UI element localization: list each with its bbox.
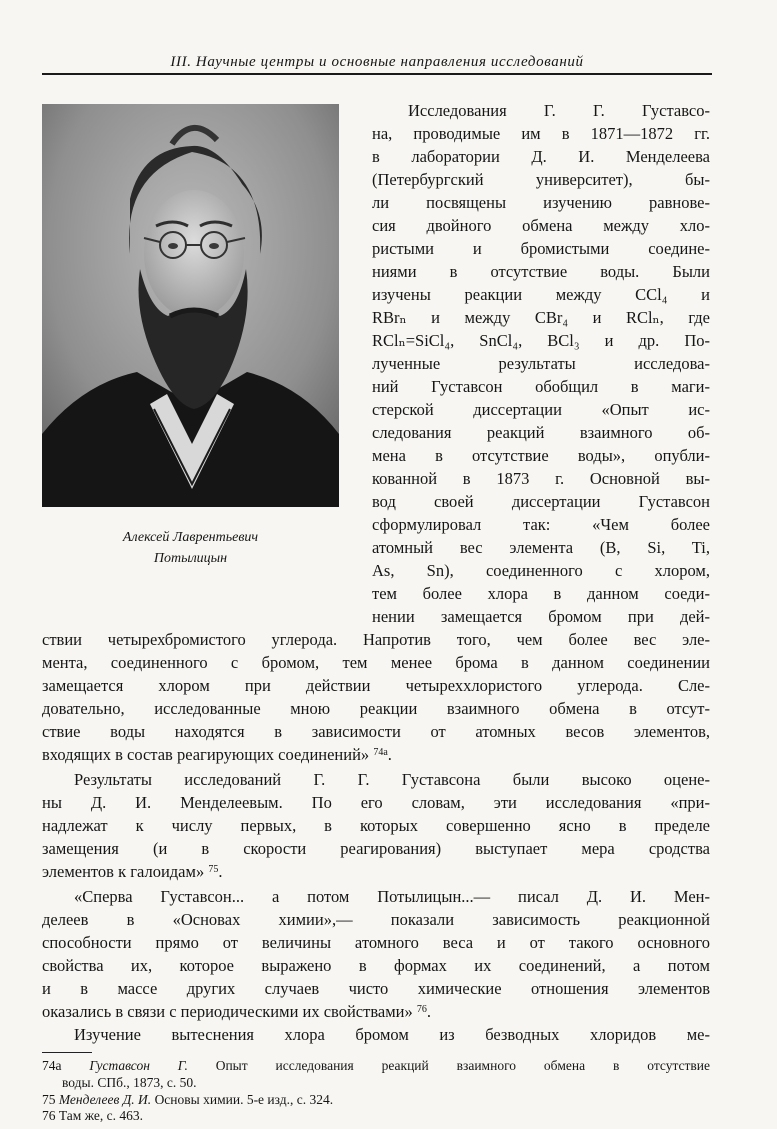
text-line: Исследования Г. Г. Густавсо- [408,101,710,120]
text-line: «Сперва Густавсон... а потом Потылицын...— писал Д. И. Мен- [74,887,710,906]
text-line: кованной в 1873 г. Основной вы- [372,469,710,488]
text-line: на, проводимые им в 1871—1872 гг. [372,124,710,143]
text-line: мена в отсутствие воды», опубли- [372,446,710,465]
text-line: и в массе других случаев чисто химические отношения элементов [42,979,710,998]
footnote-author: Густавсон Г. [89,1058,188,1073]
text-line: оказались в связи с периодическими их свойствами» $^{76}$. [42,1002,432,1021]
text-line: ствии четырехбромистого углерода. Напротив того, чем более вес эле- [42,630,710,649]
text-line: As, Sn), соединенного с хлором, [372,561,710,580]
text-line: ний Густавсон обобщил в маги- [372,377,710,396]
text-line: элементов к галоидам» $^{75}$. [42,862,223,881]
text-line: мента, соединенного с бромом, тем менее брома в данном соединении [42,653,710,672]
text-line: довательно, исследованные мною реакции взаимного обмена в отсут- [42,699,710,718]
footnote-text: Там же, с. 463. [58,1108,143,1123]
text-line: ствие воды находятся в зависимости от атомных весов элементов, [42,722,710,741]
text-line: ны Д. И. Менделеевым. По его словам, эти исследования «при- [42,793,710,812]
text-line: лученные результаты исследова- [372,354,710,373]
header-rule [42,73,712,75]
text-line-content: входящих в состав реагирующих соединений» [42,745,370,764]
text-line: надлежат к числу первых, в которых совершенно ясно в пределе [42,816,710,835]
footnote-text: Основы химии. 5-е изд., с. 324. [154,1092,334,1107]
text-line: нении замещается бромом при дей- [372,607,710,626]
footnote-mark: 74а [42,1058,62,1073]
text-line: сия двойного обмена между хло- [372,216,710,235]
footnote [42,1058,710,1074]
portrait-photo [42,104,339,507]
text-line: замещения (и в скорости реагирования) выступает мера сродства [42,839,710,858]
footnote-rule [42,1052,92,1053]
text-line: замещается хлором при действии четыреххлористого углерода. Сле- [42,676,710,695]
caption-surname: Потылицын [153,551,228,566]
footnote-ref: 76 [416,1004,427,1015]
text-line: ниями в отсутствие воды. Были [372,262,710,281]
footnote [42,1108,143,1124]
footnote-mark: 75 [42,1092,56,1107]
text-line: RBrₙ и между CBr₄ и RClₙ, где [372,308,710,327]
running-header: III. Научные центры и основные направления исследований [170,54,584,70]
text-line: следования реакций взаимного об- [372,423,710,442]
text-line: (Петербургский университет), бы- [372,170,710,189]
text-line: в лаборатории Д. И. Менделеева [372,147,710,166]
text-line: ристыми и бромистыми соедине- [372,239,710,258]
footnote-mark: 76 [42,1108,56,1123]
text-line-content: оказались в связи с периодическими их свойствами» [42,1002,413,1021]
text-line: атомный вес элемента (B, Si, Ti, [372,538,710,557]
text-line: ли посвящены изучению равнове- [372,193,710,212]
caption-name: Алексей Лаврентьевич [122,530,259,545]
text-line-content: элементов к галоидам» [42,862,205,881]
text-line: изучены реакции между CCl₄ и [372,285,710,304]
text-line: Результаты исследований Г. Г. Густавсона были высоко оцене- [74,770,710,789]
text-line: тем более хлора в данном соеди- [372,584,710,603]
text-line: сформулировал так: «Чем более [372,515,710,534]
footnote-author: Менделеев Д. И. [58,1092,152,1107]
text-line: Изучение вытеснения хлора бромом из безводных хлоридов ме- [74,1025,710,1044]
text-line: вод своей диссертации Густавсон [372,492,710,511]
text-line: стерской диссертации «Опыт ис- [372,400,710,419]
footnote [42,1092,333,1108]
footnote-continuation: воды. СПб., 1873, с. 50. [62,1075,197,1090]
text-line: RClₙ=SiCl₄, SnCl₄, BCl₃ и др. По- [372,331,710,350]
text-line: свойства их, которое выражено в формах их соединений, а потом [42,956,710,975]
text-line: делеев в «Основах химии»,— показали зависимость реакционной [42,910,710,929]
portrait-caption [42,527,339,569]
footnote-text: Опыт исследования реакций взаимного обмена в отсутствие [215,1058,710,1073]
footnote-ref: 75 [208,864,219,875]
text-line: входящих в состав реагирующих соединений» $^{74а}$. [42,745,392,764]
footnote-ref: 74а [373,747,388,758]
text-line: способности прямо от величины атомного веса и от такого основного [42,933,710,952]
